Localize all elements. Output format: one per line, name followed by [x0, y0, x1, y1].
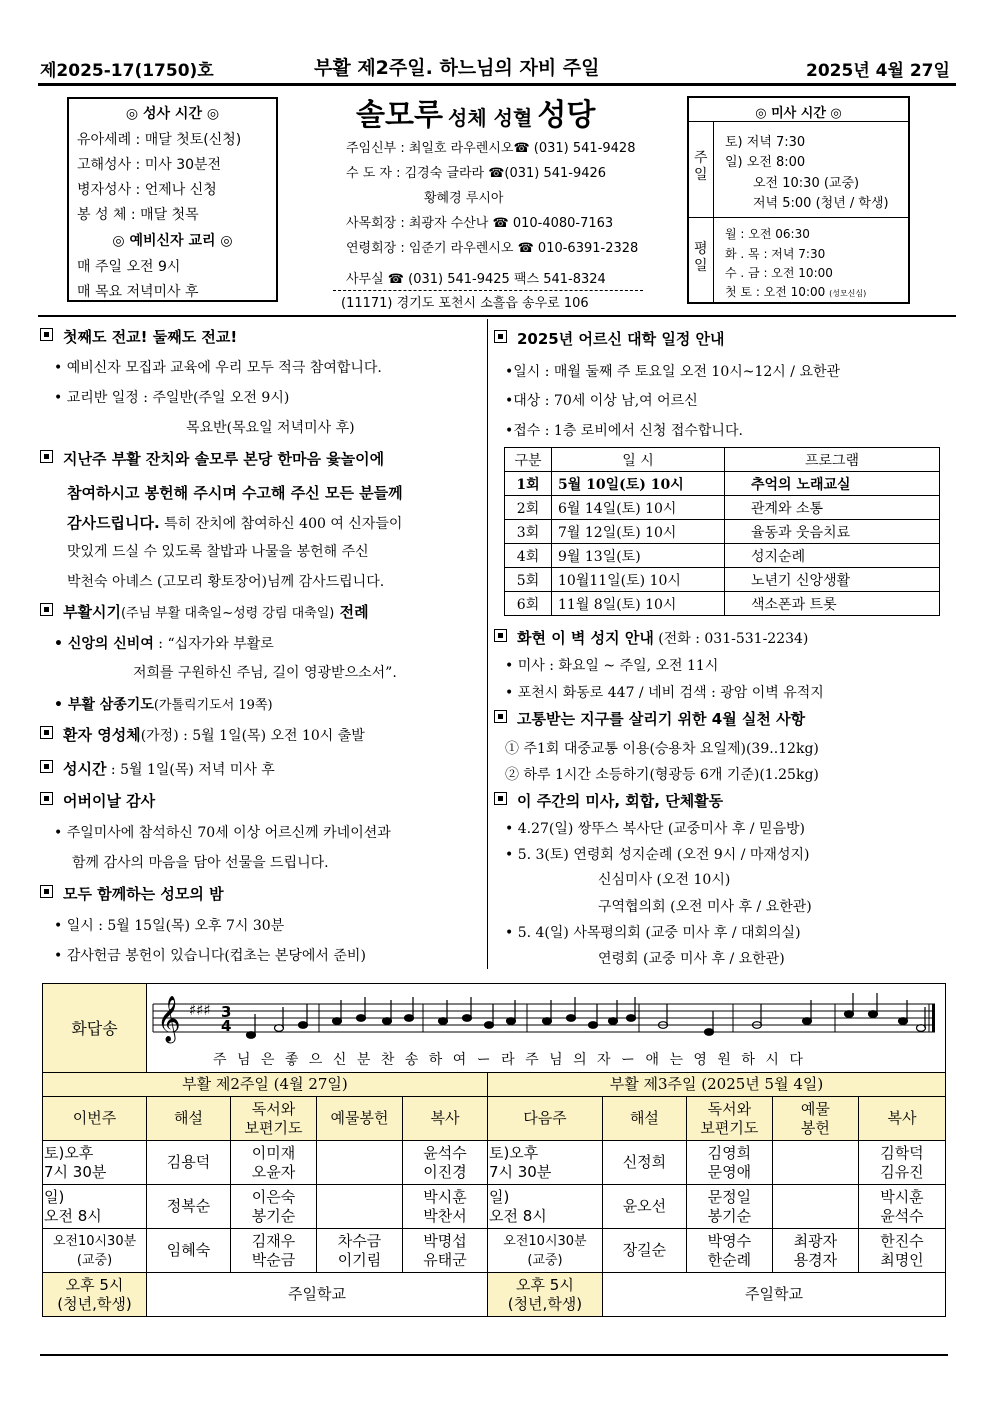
weekly-event: 신심미사 (오전 10시) — [598, 872, 731, 888]
thanks-line: 참여하시고 봉헌해 주시며 수고해 주신 모든 분들께 — [67, 484, 403, 502]
thanks-line: 맛있게 드실 수 있도록 찰밥과 나물을 봉헌해 주신 — [67, 544, 369, 560]
senior-college-line: •접수 : 1층 로비에서 신청 접수합니다. — [505, 423, 743, 439]
bullet-square-icon — [494, 629, 507, 642]
shrine-heading: 화현 이 벽 성지 안내 (전화 : 031-531-2234) — [494, 627, 808, 648]
issue-date: 2025년 4월 27일 — [806, 61, 950, 81]
sacrament-box — [67, 97, 278, 302]
federation-info: 연령회장 : 임준기 라우렌시오 ☎ 010-6391-2328 — [346, 241, 639, 256]
bullet-square-icon — [494, 710, 507, 723]
sick-communion-heading: 환자 영성체(가정) : 5월 1일(목) 오전 10시 출발 — [40, 724, 365, 745]
marian-night-line: • 일시 : 5월 15일(목) 오후 7시 30분 — [54, 918, 285, 934]
evangelization-line: • 교리반 일정 : 주일반(주일 오전 9시) — [54, 390, 290, 406]
table-row: 5회 10월11일(토) 10시 노년기 신앙생활 — [505, 568, 940, 592]
mass-title-rule — [689, 121, 908, 122]
bottom-rule — [40, 1354, 948, 1356]
bullet-square-icon — [40, 792, 53, 805]
roster-header: 다음주 — [487, 1097, 602, 1141]
sacrament-row: 고해성사 : 미사 30분전 — [77, 157, 222, 173]
roster-header: 복사 — [858, 1097, 945, 1141]
table-row: 2회 6월 14일(토) 10시 관계와 소통 — [505, 496, 940, 520]
table-header: 구분 — [505, 448, 552, 472]
key-signature-icon: ♯♯♯ — [189, 1001, 211, 1019]
sister-info: 수 도 자 : 김경숙 글라라 ☎(031) 541-9426 — [346, 166, 607, 181]
parents-day-line: • 주일미사에 참석하신 70세 이상 어르신께 카네이션과 — [54, 825, 391, 841]
pastor-info: 주임신부 : 최일호 라우렌시오☎ (031) 541-9428 — [346, 141, 636, 156]
page-title: 부활 제2주일. 하느님의 자비 주일 — [314, 57, 600, 79]
parish-name: 솔모루 성체 성혈 성당 — [356, 98, 596, 133]
weekday-mass: 월 : 오전 06:30 — [725, 227, 810, 241]
table-header: 일 시 — [552, 448, 725, 472]
psalm-music — [147, 984, 946, 1073]
catechumen-row: 매 주일 오전 9시 — [77, 259, 181, 275]
earth-line: ① 주1회 대중교통 이용(승용차 요일제)(39..12kg) — [505, 741, 819, 757]
weekly-event: • 4.27(일) 쌍뚜스 복사단 (교중미사 후 / 믿음방) — [505, 821, 806, 837]
roster-header: 독서와 보편기도 — [686, 1097, 772, 1141]
shrine-line: • 미사 : 화요일 ~ 주일, 오전 11시 — [505, 658, 719, 674]
address-divider — [333, 290, 643, 291]
weekly-event: 연령회 (교중 미사 후 / 요한관) — [598, 951, 785, 967]
senior-college-table — [504, 447, 940, 616]
roster-header: 예물봉헌 — [316, 1097, 402, 1141]
evangelization-line: • 예비신자 모집과 교육에 우리 모두 적극 참여합니다. — [54, 360, 382, 376]
bullet-square-icon — [494, 792, 507, 805]
bullet-square-icon — [40, 450, 53, 463]
sacrament-title: ◎ 성사 시간 ◎ — [125, 106, 220, 122]
bullet-square-icon — [40, 726, 53, 739]
mass-time-box — [687, 96, 910, 304]
time-signature-bottom: 4 — [221, 1017, 232, 1035]
senior-college-line: •대상 : 70세 이상 남,여 어르신 — [505, 393, 698, 409]
sister-info-2: 황혜경 루시아 — [424, 191, 504, 206]
catechumen-title: ◎ 예비신자 교리 ◎ — [112, 233, 233, 249]
table-header: 프로그램 — [725, 448, 940, 472]
liturgy-line: • 부활 삼종기도(가톨릭기도서 19쪽) — [54, 697, 273, 713]
roster-header: 독서와 보편기도 — [231, 1097, 317, 1141]
table-row: 오후 5시 (청년,학생) 주일학교 오후 5시 (청년,학생) 주일학교 — [43, 1273, 946, 1317]
marian-night-line: • 감사헌금 봉헌이 있습니다(컵초는 본당에서 준비) — [54, 948, 366, 964]
table-row: 토)오후 7시 30분 김용덕 이미재 오윤자 윤석수 이진경 토)오후 7시 30분 신정희 김영희 문영애 김학덕 김유진 — [43, 1141, 946, 1185]
sacrament-row: 봉 성 체 : 매달 첫목 — [77, 207, 199, 223]
treble-clef-icon: 𝄞 — [157, 996, 181, 1042]
weekday-mass: 첫 토 : 오전 10:00 (성모신심) — [725, 285, 867, 299]
bullet-square-icon — [40, 328, 53, 341]
sunday-mass: 저녁 5:00 (청년 / 학생) — [753, 196, 889, 211]
table-row: 4회 9월 13일(토) 성지순례 — [505, 544, 940, 568]
liturgy-line: • 신앙의 신비여 : “십자가와 부활로 — [54, 636, 274, 652]
evangelization-line: 목요반(목요일 저녁미사 후) — [186, 420, 355, 436]
weekday-mass: 수 . 금 : 오전 10:00 — [725, 266, 833, 280]
top-section-rule — [38, 315, 956, 317]
weekly-event: • 5. 3(토) 연령회 성지순례 (오전 9시 / 마재성지) — [505, 847, 810, 863]
psalm-label: 화답송 — [43, 984, 147, 1073]
earth-heading: 고통받는 지구를 살리기 위한 4월 실천 사항 — [494, 708, 805, 729]
header-rule — [38, 83, 956, 86]
sacrament-row: 유아세례 : 매달 첫토(신청) — [77, 132, 242, 148]
holy-hour-heading: 성시간 : 5월 1일(목) 저녁 미사 후 — [40, 758, 275, 779]
weekly-event: • 5. 4(일) 사목평의회 (교중 미사 후 / 대회의실) — [505, 925, 801, 941]
senior-college-heading: 2025년 어르신 대학 일정 안내 — [494, 328, 725, 349]
marian-night-heading: 모두 함께하는 성모의 밤 — [40, 883, 224, 904]
music-staff — [147, 986, 943, 1070]
bullet-square-icon — [40, 760, 53, 773]
catechumen-row: 매 목요 저녁미사 후 — [77, 284, 199, 300]
senior-college-line: •일시 : 매월 둘째 주 토요일 오전 10시~12시 / 요한관 — [505, 364, 841, 380]
roster-header: 이번주 — [43, 1097, 147, 1141]
sunday-mass: 토) 저녁 7:30 — [725, 135, 806, 150]
parents-day-line: 함께 감사의 마음을 담아 선물을 드립니다. — [72, 855, 329, 871]
bullet-square-icon — [40, 603, 53, 616]
time-signature-top: 3 — [221, 1003, 232, 1021]
sunday-label-rule — [713, 121, 714, 217]
bullet-square-icon — [494, 330, 507, 343]
roster-header: 해설 — [147, 1097, 231, 1141]
table-row: 1회 5월 10일(토) 10시 추억의 노래교실 — [505, 472, 940, 496]
weekly-events-heading: 이 주간의 미사, 회합, 단체활동 — [494, 790, 723, 811]
mass-time-title: ◎ 미사 시간 ◎ — [755, 106, 842, 121]
sunday-label: 주일 — [694, 150, 708, 183]
weekly-event: 구역협의회 (오전 미사 후 / 요한관) — [598, 899, 812, 915]
roster-header: 복사 — [402, 1097, 487, 1141]
thanks-line: 감사드립니다. 특히 잔치에 참여하신 400 여 신자들이 — [67, 514, 403, 532]
thanks-heading: 지난주 부활 잔치와 솔모루 본당 한마음 윷놀이에 — [40, 448, 384, 469]
shrine-line: • 포천시 화동로 447 / 네비 검색 : 광암 이벽 유적지 — [505, 685, 824, 701]
column-divider — [487, 319, 488, 969]
table-row: 일) 오전 8시 정복순 이은숙 봉기순 박시훈 박찬서 일) 오전 8시 윤오선 문정일 봉기순 박시훈 윤석수 — [43, 1185, 946, 1229]
easter-liturgy-heading: 부활시기(주님 부활 대축일~성령 강림 대축일) 전례 — [40, 601, 369, 622]
weekday-label-rule — [713, 217, 714, 302]
week1-title: 부활 제2주일 (4월 27일) — [43, 1073, 488, 1097]
earth-line: ② 하루 1시간 소등하기(형광등 6개 기준)(1.25kg) — [505, 767, 819, 783]
sunday-mass: 오전 10:30 (교중) — [753, 176, 860, 191]
table-row: 오전10시30분 (교중) 임혜숙 김재우 박순금 차수금 이기림 박명섭 유태군 오전10시30분 (교중) 장길순 박영수 한순례 최광자 용경자 한진수 최명인 — [43, 1229, 946, 1273]
roster-header: 예물 봉헌 — [772, 1097, 858, 1141]
table-row: 3회 7월 12일(토) 10시 율동과 웃음치료 — [505, 520, 940, 544]
weekday-mass: 화 . 목 : 저녁 7:30 — [725, 247, 826, 261]
address: (11171) 경기도 포천시 소흘읍 송우로 106 — [341, 296, 589, 311]
issue-number: 제2025-17(1750)호 — [40, 61, 214, 81]
thanks-line: 박천숙 아녜스 (고모리 황토장어)님께 감사드립니다. — [67, 574, 385, 590]
roster-header: 해설 — [602, 1097, 686, 1141]
office-info: 사무실 ☎ (031) 541-9425 팩스 541-8324 — [346, 272, 606, 287]
sunday-mass: 일) 오전 8:00 — [725, 155, 806, 170]
evangelization-heading: 첫째도 전교! 둘째도 전교! — [40, 326, 237, 347]
council-info: 사목회장 : 최광자 수산나 ☎ 010-4080-7163 — [346, 216, 614, 231]
sacrament-row: 병자성사 : 언제나 신청 — [77, 182, 217, 198]
weekday-rule — [689, 217, 908, 218]
parents-day-heading: 어버이날 감사 — [40, 790, 155, 811]
bullet-square-icon — [40, 885, 53, 898]
psalm-roster-table — [42, 983, 946, 1317]
psalm-lyrics: 주 님 은 좋 으 신 분 찬 송 하 여 ー 라 주 님 의 자 ー 애 는 영 원 하 시 다 — [213, 1052, 806, 1068]
weekday-label: 평일 — [694, 241, 708, 274]
liturgy-line: 저희를 구원하신 주님, 길이 영광받으소서”. — [133, 665, 397, 681]
table-row: 6회 11월 8일(토) 10시 색소폰과 트롯 — [505, 592, 940, 616]
week2-title: 부활 제3주일 (2025년 5월 4일) — [487, 1073, 945, 1097]
